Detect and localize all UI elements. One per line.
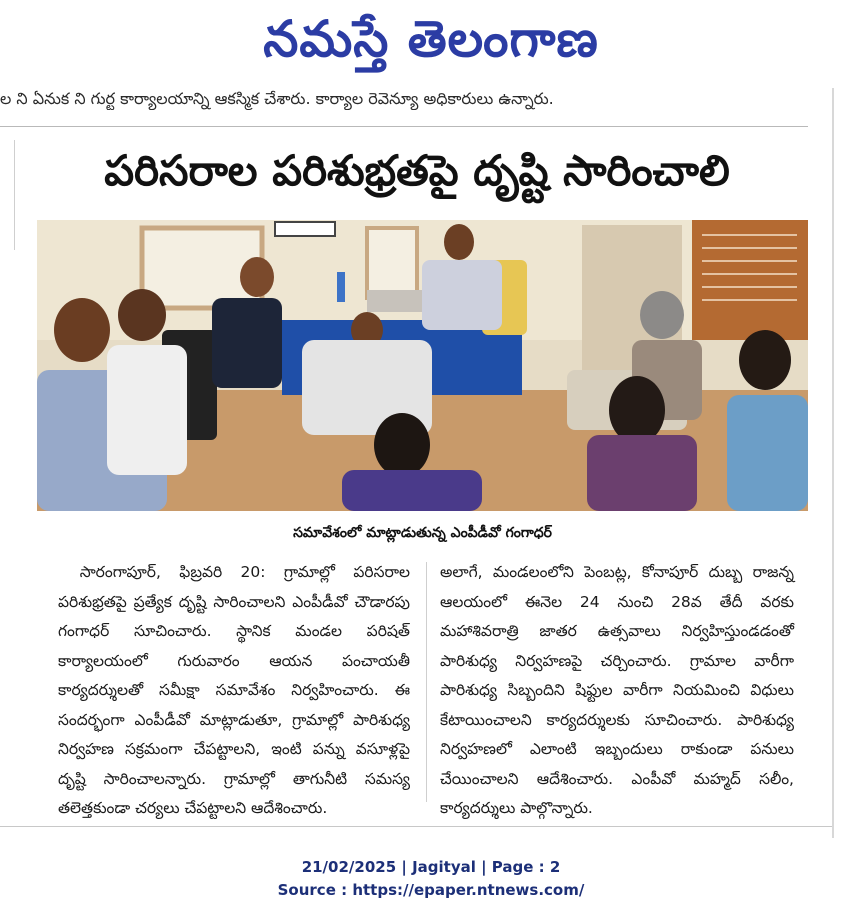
clipped-text-strip: ల ని ఏనుక ని గుర్ట కార్యాలయాన్ని ఆకస్మిక చేశారు. కార్యాల రెవెన్యూ అధికారులు ఉన్నారు.: [0, 89, 554, 108]
right-column-rule: [832, 88, 834, 838]
left-column-rule: [14, 140, 15, 250]
photo-caption: సమావేశంలో మాట్లాడుతున్న ఎంపీడీవో గంగాధర్: [293, 525, 552, 541]
footer-source: Source : https://epaper.ntnews.com/: [277, 881, 585, 899]
masthead: [0, 0, 862, 80]
column-divider: [426, 562, 427, 802]
article-body-left-column: సారంగాపూర్, ఫిబ్రవరి 20: గ్రామాల్లో పరిసరాల పరిశుభ్రతపై ప్రత్యేక దృష్టి సారించాలని ఎంపీడీవో చౌడారపు గంగాధర్ సూచించారు. స్థానిక మండల పరిషత్ కార్యాలయంలో గురువారం ఆయన పంచాయతీ కార్యదర్శులతో సమీక్షా సమావేశం నిర్వహించారు. ఈ సందర్భంగా ఎంపీడీవో మాట్లాడుతూ, గ్రామాల్లో పారిశుధ్య నిర్వహణ సక్రమంగా చేపట్టాలని, ఇంటి పన్ను వసూళ్లపై దృష్టి సారించాలన్నారు. గ్రామాల్లో తాగునీటి సమస్య తలెత్తకుండా చర్యలు చేపట్టాలని ఆదేశించారు.: [58, 563, 410, 817]
bottom-divider: [0, 826, 832, 827]
article-body-right-column: అలాగే, మండలంలోని పెంబట్ల, కోనాపూర్ దుబ్బ రాజన్న ఆలయంలో ఈనెల 24 నుంచి 28వ తేదీ వరకు మహాశివరాత్రి జాతర ఉత్సవాలు నిర్వహిస్తుండడంతో పారిశుధ్య నిర్వహణపై చర్చించారు. గ్రామాల వారీగా పారిశుధ్య సిబ్బందిని షిఫ్టుల వారీగా నియమించి విధులు కేటాయించాలని కార్యదర్శులకు సూచించారు. పారిశుధ్య నిర్వహణలో ఎలాంటి ఇబ్బందులు రాకుండా పనులు చేయించాలని ఆదేశించారు. ఎంపీవో మహ్మద్ సలీం, కార్యదర్శులు పాల్గొన్నారు.: [440, 563, 794, 817]
article-headline: పరిసరాల పరిశుభ్రతపై దృష్టి సారించాలి: [104, 146, 730, 195]
top-divider: [0, 126, 808, 127]
footer-date-edition: 21/02/2025 | Jagityal | Page : 2: [301, 858, 561, 876]
article-photo: [37, 220, 808, 511]
masthead-logo: నమస్తే తెలంగాణ: [263, 10, 599, 68]
